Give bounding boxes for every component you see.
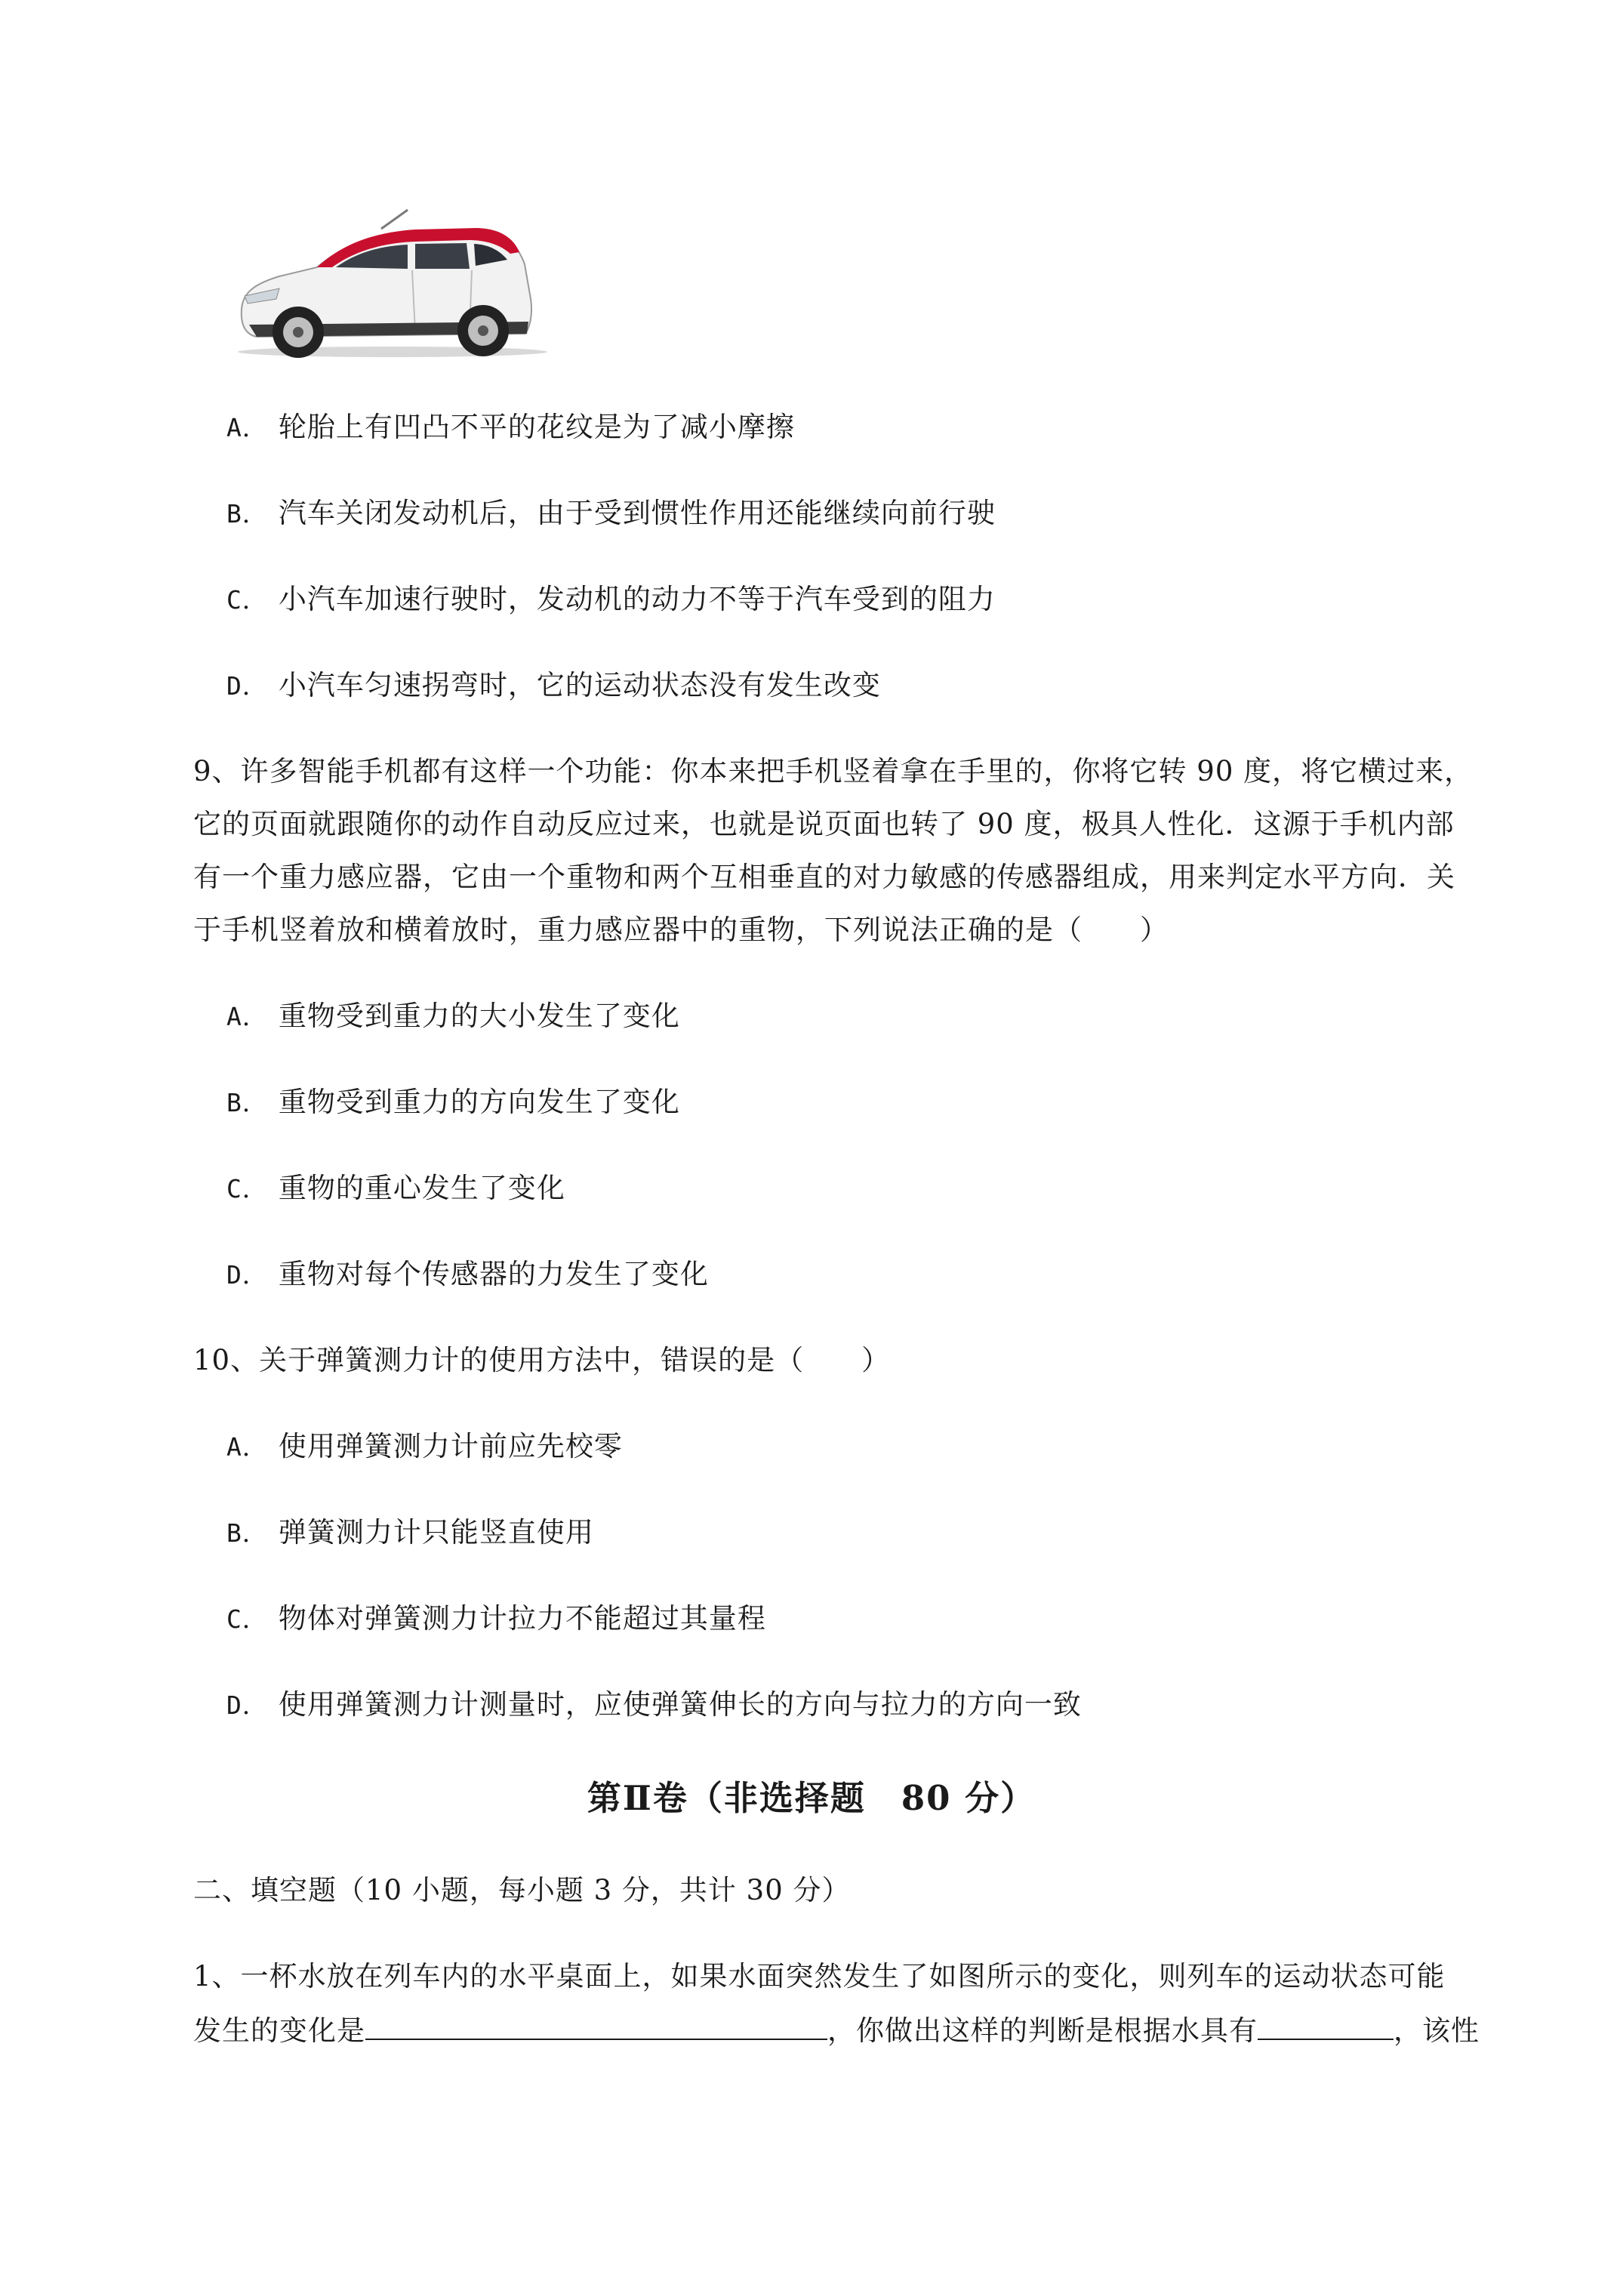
option-letter: C． [226,1174,268,1203]
q9-option-a [226,998,680,1035]
q10-option-d [226,1687,1082,1724]
option-letter: D． [226,1690,268,1720]
q10-stem: 10、关于弹簧测力计的使用方法中，错误的是（ ） [193,1344,891,1376]
option-letter: A． [226,1002,268,1031]
option-letter: C． [226,585,268,615]
q9-option-c [226,1170,565,1207]
fill1-text-b: ，你做出这样的判断是根据水具有 [827,2014,1258,2047]
option-text: 汽车关闭发动机后，由于受到惯性作用还能继续向前行驶 [278,497,996,529]
q8-option-c [226,581,996,618]
option-letter: B． [226,1518,268,1548]
option-letter: C． [226,1604,268,1634]
option-text: 小汽车加速行驶时，发动机的动力不等于汽车受到的阻力 [278,583,996,615]
option-letter: A． [226,413,268,442]
option-letter: B． [226,1088,268,1117]
option-letter: B． [226,499,268,529]
car-image [226,204,559,362]
q10-option-b [226,1515,594,1552]
option-text: 重物受到重力的方向发生了变化 [278,1086,680,1118]
option-letter: D． [226,671,268,701]
option-text: 使用弹簧测力计测量时，应使弹簧伸长的方向与拉力的方向一致 [278,1688,1082,1721]
option-text: 物体对弹簧测力计拉力不能超过其量程 [278,1602,766,1635]
q10-option-c [226,1601,766,1638]
section-title: 第Ⅱ卷（非选择题 80 分） [587,1778,1036,1818]
q9-option-d [226,1256,709,1293]
q10-option-a [226,1428,623,1465]
q8-option-b [226,495,996,532]
option-text: 重物对每个传感器的力发生了变化 [278,1258,709,1290]
q9-option-b [226,1084,680,1121]
fill1-text-c: ，该性 [1394,2014,1480,2047]
q9-stem-line-4: 于手机竖着放和横着放时，重力感应器中的重物，下列说法正确的是（ ） [193,914,1169,946]
fill1-line-1: 1、一杯水放在列车内的水平桌面上，如果水面突然发生了如图所示的变化，则列车的运动状态可能 [193,1960,1446,1992]
option-text: 重物受到重力的大小发生了变化 [278,1000,680,1032]
q8-option-a [226,409,795,446]
option-text: 重物的重心发生了变化 [278,1172,565,1204]
option-letter: D． [226,1260,268,1290]
fill1-line-2 [193,2011,1480,2049]
option-text: 小汽车匀速拐弯时，它的运动状态没有发生改变 [278,669,881,701]
q9-stem-line-1: 9、许多智能手机都有这样一个功能：你本来把手机竖着拿在手里的，你将它转 90 度，将它横过来， [193,755,1474,787]
answer-blank-1[interactable] [365,2011,827,2040]
option-letter: A． [226,1432,268,1462]
answer-blank-2[interactable] [1258,2011,1394,2040]
option-text: 弹簧测力计只能竖直使用 [278,1516,594,1549]
option-text: 使用弹簧测力计前应先校零 [278,1430,623,1462]
fill1-text-a: 发生的变化是 [193,2014,365,2047]
option-text: 轮胎上有凹凸不平的花纹是为了减小摩擦 [278,411,795,443]
section2-heading: 二、填空题（10 小题，每小题 3 分，共计 30 分） [193,1874,851,1906]
q9-stem-line-2: 它的页面就跟随你的动作自动反应过来，也就是说页面也转了 90 度，极具人性化．这源于手机内部 [193,808,1455,840]
q9-stem-line-3: 有一个重力感应器，它由一个重物和两个互相垂直的对力敏感的传感器组成，用来判定水平方向．关 [193,861,1455,893]
q8-option-d [226,667,881,704]
